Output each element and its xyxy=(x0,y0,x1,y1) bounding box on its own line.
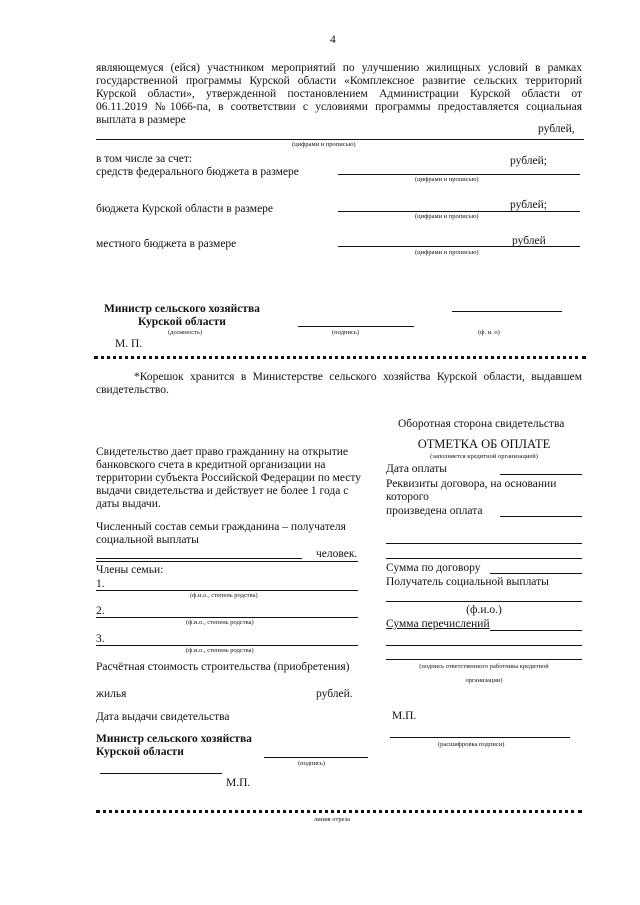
recipient-line xyxy=(386,601,582,602)
contract-sum-label: Сумма по договору xyxy=(386,562,481,574)
paragraph-line-1: являющемуся (ейся) участником мероприятий по улучшению жилищных условий в рамках xyxy=(96,62,582,74)
stamp-top: М. П. xyxy=(115,338,143,350)
contract-line-2: которого xyxy=(386,491,429,503)
recipient-label: Получатель социальной выплаты xyxy=(386,576,549,588)
contract-line-1: Реквизиты договора, на основании xyxy=(386,478,557,490)
regional-budget-label: бюджета Курской области в размере xyxy=(96,203,274,215)
persons-label: человек. xyxy=(316,548,358,560)
rights-line-5: даты выдачи. xyxy=(96,498,161,510)
including-label: в том числе за счет: xyxy=(96,153,193,165)
hint-digits-words: (цифрами и прописью) xyxy=(292,141,356,148)
cost-line-2: жилья xyxy=(96,688,127,700)
signature-line xyxy=(298,326,414,327)
transfer-sum-label: Сумма перечислений xyxy=(386,618,490,630)
contract-sum-line xyxy=(490,573,582,574)
dotted-separator-top xyxy=(94,356,586,359)
hint-signature-stub: (подпись) xyxy=(298,760,325,767)
rights-line-3: территории субъекта Российской Федерации по месту xyxy=(96,472,361,484)
hint-signature-top: (подпись) xyxy=(332,329,359,336)
pay-date-label: Дата оплаты xyxy=(386,463,447,475)
minister-title-line1: Министр сельского хозяйства xyxy=(104,303,260,315)
regional-amount-line xyxy=(338,211,580,212)
signature-bank-line xyxy=(386,659,582,660)
local-budget-label: местного бюджета в размере xyxy=(96,238,237,250)
payment-title: ОТМЕТКА ОБ ОПЛАТЕ xyxy=(417,437,551,451)
recipient-fio-hint: (ф.и.о.) xyxy=(466,604,502,616)
member-1-line xyxy=(96,590,358,591)
stub-minister-line1: Министр сельского хозяйства xyxy=(96,733,252,745)
stub-fio-line xyxy=(100,773,222,774)
members-label: Члены семьи: xyxy=(96,564,164,576)
payment-hint: (заполняется кредитной организацией) xyxy=(430,453,538,460)
pay-date-line xyxy=(500,474,582,475)
federal-amount-line xyxy=(338,174,580,175)
family-count-line xyxy=(96,558,302,559)
minister-title-line2: Курской области xyxy=(138,316,226,328)
note-line-2: свидетельство. xyxy=(96,384,169,396)
stamp-stub-left: М.П. xyxy=(226,777,251,789)
transfer-blank-line xyxy=(386,645,582,646)
hint-bank-signature-1: (подпись ответственного работника кредитной xyxy=(419,663,549,670)
contract-line-3: произведена оплата xyxy=(386,505,483,517)
family-line-1: Численный состав семьи гражданина – получателя xyxy=(96,521,346,533)
member-3-line xyxy=(96,645,358,646)
stamp-stub-right: М.П. xyxy=(392,710,417,722)
fio-line xyxy=(452,311,562,312)
hint-member-3: (ф.и.о., степень родства) xyxy=(186,647,254,654)
family-line-2: социальной выплаты xyxy=(96,534,199,546)
member-1-number: 1. xyxy=(96,578,105,590)
member-2-line xyxy=(96,617,358,618)
local-rubles: рублей xyxy=(512,235,546,247)
rubles-total: рублей, xyxy=(538,123,575,135)
cut-line-dots xyxy=(96,810,582,813)
members-top-line xyxy=(96,561,358,562)
reverse-side-label: Оборотная сторона свидетельства xyxy=(398,418,565,430)
federal-budget-label: средств федерального бюджета в размере xyxy=(96,166,299,178)
hint-position: (должность) xyxy=(168,329,203,336)
hint-member-2: (ф.и.о., степень родства) xyxy=(186,619,254,626)
rights-line-2: банковского счета в кредитной организации на xyxy=(96,459,326,471)
paragraph-line-3: Курской области», утвержденной постановлением Администрации Курской области от xyxy=(96,88,582,100)
federal-rubles: рублей; xyxy=(510,155,547,167)
hint-regional: (цифрами и прописью) xyxy=(415,213,479,220)
hint-decode: (расшифровка подписи) xyxy=(438,741,505,748)
hint-federal: (цифрами и прописью) xyxy=(415,176,479,183)
hint-bank-signature-2: организации) xyxy=(465,677,503,684)
cut-line-label: линия отреза xyxy=(314,816,351,823)
cost-rubles: рублей. xyxy=(316,688,353,700)
contract-blank-line-1 xyxy=(386,543,582,544)
hint-local: (цифрами и прописью) xyxy=(415,249,479,256)
local-amount-line xyxy=(338,246,580,247)
rights-line-1: Свидетельство дает право гражданину на открытие xyxy=(96,446,349,458)
issue-date-label: Дата выдачи свидетельства xyxy=(96,711,230,723)
contract-line xyxy=(500,516,582,517)
transfer-sum-line xyxy=(490,630,582,631)
member-3-number: 3. xyxy=(96,633,105,645)
contract-blank-line-2 xyxy=(386,558,582,559)
amount-line xyxy=(96,139,584,140)
cost-line-1: Расчётная стоимость строительства (приобретения) xyxy=(96,661,350,673)
stub-signature-line xyxy=(264,757,368,758)
paragraph-line-5: выплата в размере xyxy=(96,114,186,126)
paragraph-line-4: 06.11.2019 №1066-па, в соответствии с условиями программы предоставляется социальная xyxy=(96,101,582,113)
paragraph-line-2: государственной программы Курской области «Комплексное развитие сельских территорий xyxy=(96,75,582,87)
stub-minister-line2: Курской области xyxy=(96,746,184,758)
hint-member-1: (ф.и.о., степень родства) xyxy=(190,592,258,599)
decode-signature-line xyxy=(390,737,570,738)
hint-fio: (ф. и. о) xyxy=(478,329,500,336)
page-number: 4 xyxy=(330,34,336,46)
member-2-number: 2. xyxy=(96,605,105,617)
note-line-1: *Корешок хранится в Министерстве сельского хозяйства Курской области, выдавшем xyxy=(134,371,582,383)
regional-rubles: рублей; xyxy=(510,199,547,211)
rights-line-4: выдачи свидетельства и действует не более 1 года с xyxy=(96,485,349,497)
